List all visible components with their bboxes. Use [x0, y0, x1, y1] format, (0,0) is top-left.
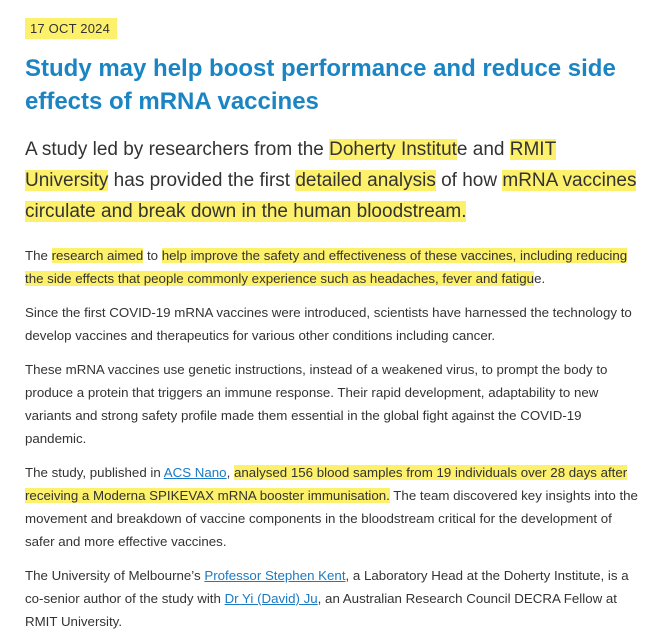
p1-text-3: e.	[534, 271, 546, 286]
p5-text-2: , a Laboratory Head at the Doherty Institute, is a co-senior author of the study with	[25, 568, 629, 606]
p5-text-1: The University of Melbourne’s	[25, 568, 205, 583]
p4-text-1: The study, published in	[25, 465, 164, 480]
lead-highlight-mrna: mRNA vaccines circulate and break down in the human bloodstream.	[25, 170, 637, 222]
lead-text-3: has provided the first	[108, 170, 296, 191]
article-date: 17 OCT 2024	[25, 18, 117, 39]
yi-david-ju-link[interactable]: Dr Yi (David) Ju	[224, 591, 318, 606]
lead-highlight-analysis: detailed analysis	[295, 170, 436, 191]
p4-text-2: ,	[226, 465, 234, 480]
p4-highlight: analysed 156 blood samples from 19 individuals over 28 days after receiving a Moderna SPIKEVAX mRNA booster immunisation.	[25, 465, 628, 503]
p1-text-1: The	[25, 248, 52, 263]
article-lead	[25, 134, 643, 227]
acs-nano-link[interactable]: ACS Nano	[163, 465, 227, 480]
lead-highlight-doherty: Doherty Institut	[329, 139, 457, 160]
p5-text-3: , an Australian Research Council DECRA Fellow at RMIT University.	[25, 591, 617, 629]
paragraph-authors	[25, 564, 643, 633]
p4-text-3: The team discovered key insights into the movement and breakdown of vaccine components in the bloodstream critical for the development of safer and more effective vaccines.	[25, 488, 638, 549]
paragraph-mrna-explained: These mRNA vaccines use genetic instructions, instead of a weakened virus, to prompt the body to produce a protein that triggers an immune response. Their rapid development, adaptability to new variants and strong safety profile made them essential in the global fight against the COVID-19 pandemic.	[25, 362, 608, 446]
paragraph-covid-history: Since the first COVID-19 mRNA vaccines were introduced, scientists have harnessed the technology to develop vaccines and therapeutics for various other conditions including cancer.	[25, 305, 632, 343]
p1-highlight-2: help improve the safety and effectiveness of these vaccines, including reducing the side effects that people commonly experience such as headaches, fever and fatigu	[25, 248, 628, 286]
stephen-kent-link[interactable]: Professor Stephen Kent	[204, 568, 346, 583]
lead-text-2: e and	[456, 139, 510, 160]
p1-text-2: to	[143, 248, 162, 263]
lead-text-4: of how	[435, 170, 503, 191]
article-title: Study may help boost performance and reduce side effects of mRNA vaccines	[25, 55, 616, 115]
lead-text-1: A study led by researchers from the	[25, 139, 330, 160]
lead-highlight-rmit: RMIT University	[25, 139, 557, 191]
paragraph-research-aim	[25, 244, 643, 290]
paragraph-study-details	[25, 461, 643, 553]
p1-highlight-1: research aimed	[51, 248, 144, 263]
